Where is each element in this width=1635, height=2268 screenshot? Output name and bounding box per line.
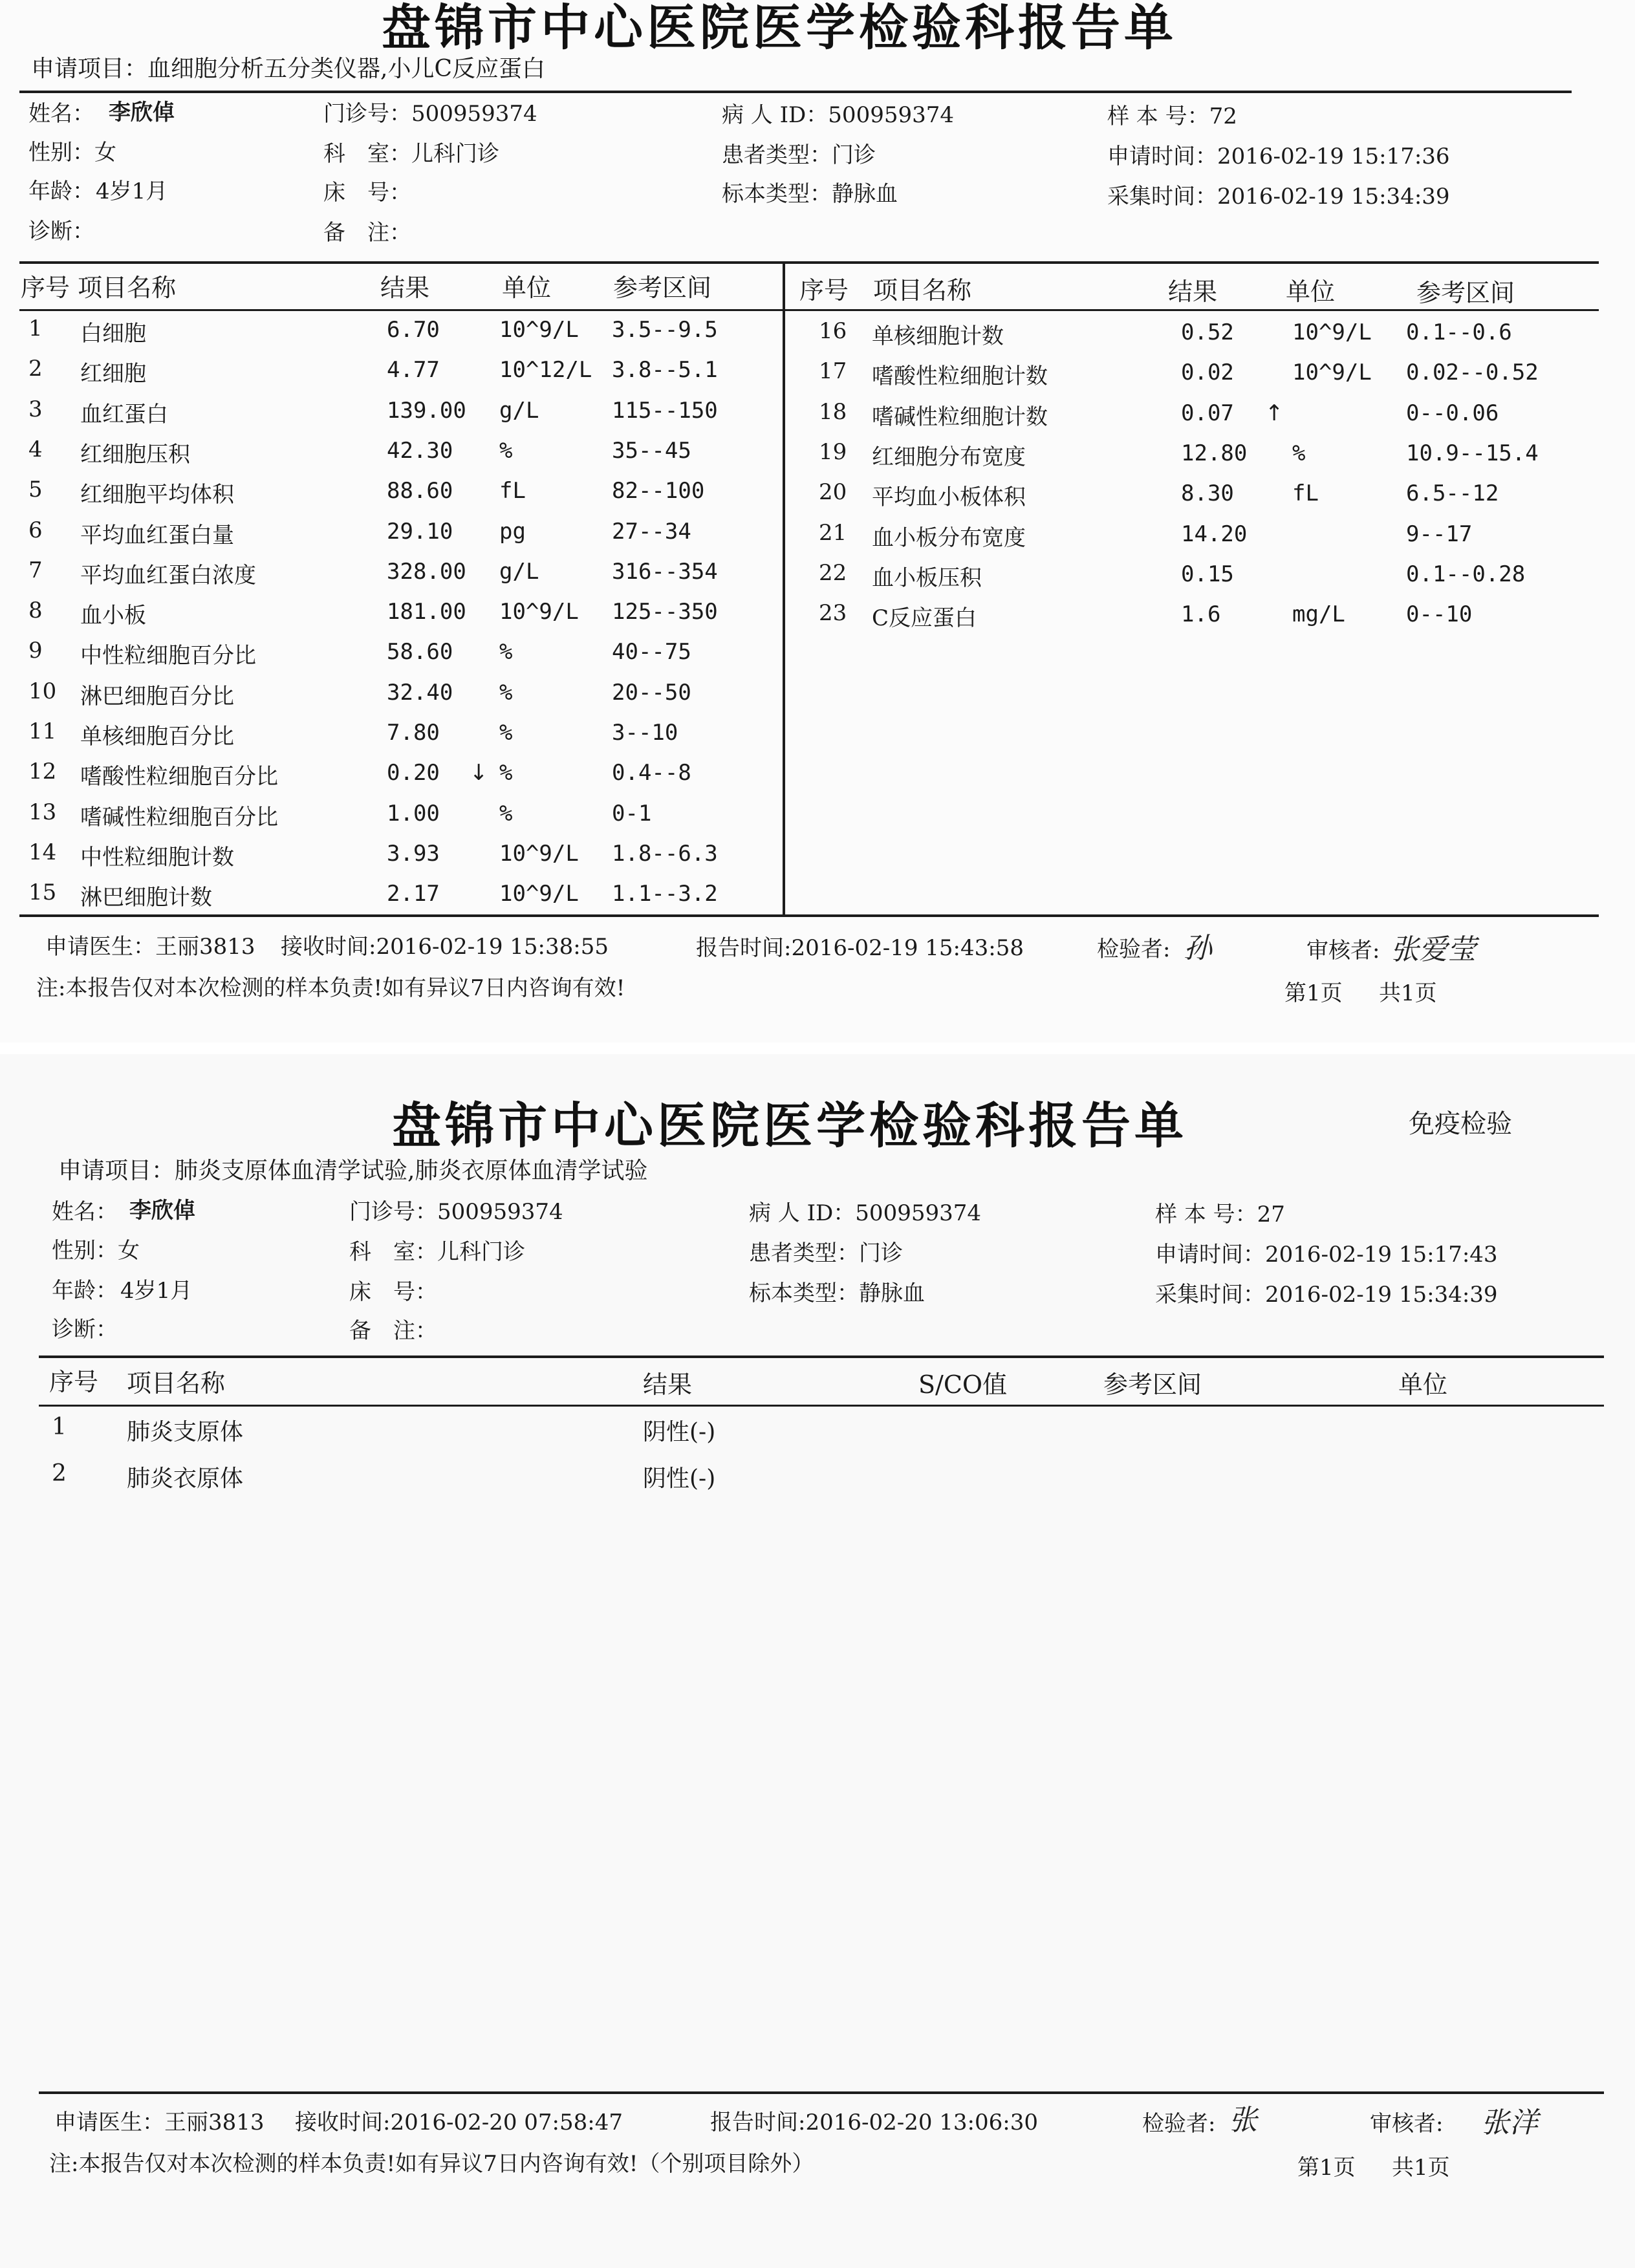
row-item-name: 红细胞平均体积 <box>80 482 234 508</box>
row-no: 1 <box>28 316 43 341</box>
row-no: 12 <box>28 759 57 785</box>
row-item-name: 中性粒细胞百分比 <box>80 643 256 669</box>
row-ref-range: 115--150 <box>612 397 718 424</box>
row-item-name: 嗜酸性粒细胞百分比 <box>80 764 278 790</box>
row-result: 0.20 <box>387 760 440 786</box>
report-category: 免疫检验 <box>1409 1109 1512 1139</box>
row-no: 13 <box>28 799 57 825</box>
receive-time: 接收时间:2016-02-20 07:58:47 <box>295 2110 623 2135</box>
row-ref-range: 1.1--3.2 <box>612 881 718 907</box>
row-unit: % <box>499 800 513 826</box>
patient-age: 4岁1月 <box>96 178 168 204</box>
row-result: 6.70 <box>387 317 440 343</box>
request-time: 申请时间：2016-02-19 15:17:36 <box>1107 144 1450 169</box>
row-result: 42.30 <box>387 437 453 464</box>
row-ref-range: 10.9--15.4 <box>1406 440 1539 466</box>
department: 科 室：儿科门诊 <box>323 141 499 167</box>
patient-type: 患者类型：门诊 <box>722 142 876 168</box>
row-no: 7 <box>28 557 43 583</box>
page-total: 共1页 <box>1392 2155 1450 2181</box>
row-unit: 10^12/L <box>499 357 592 383</box>
row-unit: 10^9/L <box>499 840 579 867</box>
row-no: 15 <box>28 880 57 906</box>
specimen-type: 标本类型：静脉血 <box>749 1280 925 1306</box>
disclaimer-note: 注:本报告仅对本次检测的样本负责!如有异议7日内咨询有效!（个别项目除外） <box>49 2151 814 2177</box>
col-header-no-name: 序号 项目名称 <box>21 274 177 302</box>
row-ref-range: 3--10 <box>612 720 678 746</box>
row-item-name: 单核细胞计数 <box>872 323 1004 349</box>
row-item-name: 红细胞分布宽度 <box>872 444 1026 470</box>
report-title: 盘锦市中心医院医学检验科报告单 <box>382 0 1177 56</box>
row-no: 21 <box>819 519 847 546</box>
row-unit: g/L <box>499 397 539 424</box>
row-item-name: 血小板 <box>80 603 146 629</box>
row-result: 12.80 <box>1181 440 1248 466</box>
row-item-name: 嗜酸性粒细胞计数 <box>872 363 1048 390</box>
row-result: 4.77 <box>387 357 440 383</box>
row-item-name: 淋巴细胞百分比 <box>80 683 234 709</box>
remark: 备 注： <box>323 220 411 246</box>
tester-label: 检验者: <box>1142 2111 1216 2137</box>
col-header-no: 序号 <box>799 276 849 305</box>
row-result: 0.52 <box>1181 319 1234 345</box>
row-ref-range: 3.8--5.1 <box>612 357 718 383</box>
patient-age: 4岁1月 <box>120 1278 193 1304</box>
reviewer-signature: 张爱莹 <box>1391 933 1476 966</box>
table-top-line <box>39 1355 1604 1358</box>
row-result: 32.40 <box>387 679 453 706</box>
row-flag-arrow: ↑ <box>1265 400 1284 426</box>
row-no: 5 <box>28 477 43 503</box>
request-items: 申请项目：肺炎支原体血清学试验,肺炎衣原体血清学试验 <box>58 1158 648 1184</box>
row-item-name: 肺炎支原体 <box>127 1419 244 1445</box>
row-flag-arrow: ↓ <box>470 760 488 786</box>
row-item-name: 中性粒细胞计数 <box>80 844 234 870</box>
report-title: 盘锦市中心医院医学检验科报告单 <box>392 1097 1187 1154</box>
row-item-name: 肺炎衣原体 <box>127 1465 244 1492</box>
row-item-name: 血小板压积 <box>872 565 982 591</box>
row-result: 139.00 <box>387 397 466 424</box>
row-no: 11 <box>28 718 57 744</box>
requesting-doctor: 申请医生：王丽3813 <box>45 934 255 960</box>
specimen-type: 标本类型：静脉血 <box>722 181 898 207</box>
row-unit: % <box>499 679 513 706</box>
row-result: 阴性(-) <box>643 1419 716 1445</box>
patient-id: 病 人 ID：500959374 <box>749 1200 981 1226</box>
col-header-name: 项目名称 <box>127 1369 226 1398</box>
row-ref-range: 316--354 <box>612 558 718 585</box>
row-ref-range: 0.4--8 <box>612 760 691 786</box>
row-no: 18 <box>819 398 847 425</box>
row-ref-range: 9--17 <box>1406 521 1473 547</box>
row-item-name: 平均血红蛋白浓度 <box>80 562 256 589</box>
report-time: 报告时间:2016-02-19 15:43:58 <box>696 935 1024 961</box>
page-number: 第1页 <box>1284 980 1343 1006</box>
tester-signature: 张 <box>1229 2104 1257 2137</box>
row-unit: mg/L <box>1292 601 1345 628</box>
tester-signature: 孙 <box>1184 932 1212 965</box>
col-header-ref-right: 参考区间 <box>1416 279 1515 307</box>
row-unit: 10^9/L <box>499 317 579 343</box>
table-top-line <box>19 261 1599 264</box>
row-result: 0.15 <box>1181 561 1234 587</box>
row-item-name: 平均血小板体积 <box>872 484 1026 511</box>
reviewer-signature: 张洋 <box>1481 2106 1538 2139</box>
row-ref-range: 0--10 <box>1406 601 1473 628</box>
row-result: 88.60 <box>387 478 453 504</box>
row-no: 20 <box>819 479 847 506</box>
reviewer-label: 审核者: <box>1306 938 1380 964</box>
patient-name: 李欣倬 <box>129 1198 195 1224</box>
patient-diagnosis: 诊断： <box>52 1317 118 1343</box>
row-no: 22 <box>819 559 847 586</box>
row-result: 0.07 <box>1181 400 1234 426</box>
row-ref-range: 40--75 <box>612 639 691 665</box>
row-unit: 10^9/L <box>1292 319 1372 345</box>
col-header-sco: S/CO值 <box>918 1370 1008 1399</box>
row-ref-range: 3.5--9.5 <box>612 317 718 343</box>
patient-gender: 性别：女 <box>52 1238 140 1264</box>
row-result: 181.00 <box>387 599 466 625</box>
row-ref-range: 0.02--0.52 <box>1406 360 1539 386</box>
row-item-name: 淋巴细胞计数 <box>80 885 212 911</box>
row-item-name: 单核细胞百分比 <box>80 724 234 750</box>
bed-number: 床 号： <box>349 1279 437 1305</box>
row-result: 328.00 <box>387 558 466 585</box>
row-unit: % <box>499 639 513 665</box>
patient-diagnosis: 诊断： <box>28 219 94 244</box>
row-no: 6 <box>28 517 43 543</box>
col-header-unit: 单位 <box>502 274 552 302</box>
row-result: 3.93 <box>387 840 440 867</box>
sample-number: 样 本 号：72 <box>1107 103 1237 129</box>
row-result: 1.6 <box>1181 601 1221 628</box>
row-no: 16 <box>819 318 847 344</box>
receive-time: 接收时间:2016-02-19 15:38:55 <box>281 934 609 960</box>
patient-name-label: 姓名： <box>28 101 94 127</box>
row-item-name: 嗜碱性粒细胞计数 <box>872 404 1048 430</box>
row-item-name: 血小板分布宽度 <box>872 524 1026 551</box>
row-result: 7.80 <box>387 720 440 746</box>
row-no: 17 <box>819 358 847 385</box>
row-result: 14.20 <box>1181 521 1248 547</box>
remark: 备 注： <box>349 1318 437 1344</box>
row-no: 19 <box>819 438 847 465</box>
requesting-doctor: 申请医生：王丽3813 <box>54 2110 265 2135</box>
row-no: 14 <box>28 839 57 865</box>
table-header-line <box>19 309 1599 311</box>
row-unit: g/L <box>499 558 539 585</box>
col-header-name: 项目名称 <box>873 276 972 305</box>
row-unit: 10^9/L <box>499 599 579 625</box>
col-header-result: 结果 <box>380 274 430 302</box>
row-ref-range: 0.1--0.6 <box>1406 319 1512 345</box>
row-result: 2.17 <box>387 881 440 907</box>
col-header-unit: 单位 <box>1398 1370 1448 1399</box>
row-unit: % <box>499 720 513 746</box>
row-no: 1 <box>52 1414 67 1440</box>
col-header-result: 结果 <box>643 1370 693 1399</box>
collect-time: 采集时间：2016-02-19 15:34:39 <box>1107 184 1450 210</box>
row-result: 1.00 <box>387 800 440 826</box>
row-unit: 10^9/L <box>1292 360 1372 386</box>
col-header-result-right: 结果 <box>1168 277 1218 306</box>
request-time: 申请时间：2016-02-19 15:17:43 <box>1155 1242 1498 1268</box>
col-header-ref: 参考区间 <box>1103 1370 1202 1399</box>
table-bottom-line <box>19 914 1599 917</box>
row-ref-range: 0.1--0.28 <box>1406 561 1526 587</box>
disclaimer-note: 注:本报告仅对本次检测的样本负责!如有异议7日内咨询有效! <box>36 975 625 1001</box>
patient-gender: 性别：女 <box>28 140 116 166</box>
report-time: 报告时间:2016-02-20 13:06:30 <box>710 2110 1038 2135</box>
row-ref-range: 35--45 <box>612 437 691 464</box>
row-unit: pg <box>499 518 526 545</box>
row-result: 8.30 <box>1181 481 1234 507</box>
row-unit: % <box>499 760 513 786</box>
patient-age-label: 年龄： <box>52 1278 118 1304</box>
row-unit: 10^9/L <box>499 881 579 907</box>
row-item-name: 白细胞 <box>80 321 146 347</box>
row-ref-range: 20--50 <box>612 679 691 706</box>
tester-label: 检验者: <box>1097 936 1171 962</box>
row-ref-range: 0--0.06 <box>1406 400 1499 426</box>
row-ref-range: 6.5--12 <box>1406 481 1499 507</box>
row-item-name: C反应蛋白 <box>872 605 977 632</box>
clinic-number: 门诊号：500959374 <box>349 1199 563 1225</box>
bed-number: 床 号： <box>323 180 411 206</box>
report-sheet-immuno <box>0 1054 1635 2268</box>
row-ref-range: 125--350 <box>612 599 718 625</box>
row-no: 8 <box>28 598 43 624</box>
row-unit: % <box>1292 440 1306 466</box>
row-item-name: 红细胞压积 <box>80 441 190 468</box>
page-total: 共1页 <box>1379 980 1437 1006</box>
row-unit: fL <box>1292 481 1319 507</box>
row-item-name: 红细胞 <box>80 361 146 387</box>
row-result: 29.10 <box>387 518 453 545</box>
row-no: 4 <box>28 436 43 462</box>
row-result: 0.02 <box>1181 360 1234 386</box>
row-item-name: 嗜碱性粒细胞百分比 <box>80 804 278 830</box>
row-no: 23 <box>819 600 847 627</box>
collect-time: 采集时间：2016-02-19 15:34:39 <box>1155 1282 1498 1308</box>
row-no: 3 <box>28 396 43 422</box>
col-header-no: 序号 <box>49 1368 99 1396</box>
table-header-line <box>39 1405 1604 1407</box>
header-divider <box>19 91 1572 93</box>
row-result: 阴性(-) <box>643 1465 716 1492</box>
row-item-name: 血红蛋白 <box>80 401 168 427</box>
department: 科 室：儿科门诊 <box>349 1239 525 1265</box>
request-items: 申请项目：血细胞分析五分类仪器,小儿C反应蛋白 <box>31 56 545 82</box>
row-item-name: 平均血红蛋白量 <box>80 522 234 548</box>
table-bottom-line <box>39 2091 1604 2094</box>
page-number: 第1页 <box>1297 2155 1356 2181</box>
row-no: 9 <box>28 638 43 664</box>
clinic-number: 门诊号：500959374 <box>323 101 537 127</box>
patient-name: 李欣倬 <box>109 100 175 125</box>
row-no: 10 <box>28 678 57 704</box>
row-unit: % <box>499 437 513 464</box>
report-sheet-blood <box>0 0 1635 1053</box>
sample-number: 样 本 号：27 <box>1155 1202 1285 1227</box>
patient-type: 患者类型：门诊 <box>749 1240 903 1266</box>
col-header-unit-right: 单位 <box>1286 277 1336 306</box>
patient-age-label: 年龄： <box>28 178 94 204</box>
table-center-divider <box>783 261 785 914</box>
patient-id: 病 人 ID：500959374 <box>722 102 954 128</box>
row-result: 58.60 <box>387 639 453 665</box>
row-ref-range: 27--34 <box>612 518 691 545</box>
col-header-ref: 参考区间 <box>613 274 712 302</box>
row-ref-range: 0-1 <box>612 800 652 826</box>
row-no: 2 <box>28 356 43 382</box>
row-no: 2 <box>52 1460 67 1487</box>
patient-name-label: 姓名： <box>52 1199 118 1225</box>
reviewer-label: 审核者: <box>1370 2111 1444 2137</box>
row-ref-range: 1.8--6.3 <box>612 840 718 867</box>
row-ref-range: 82--100 <box>612 478 705 504</box>
row-unit: fL <box>499 478 526 504</box>
